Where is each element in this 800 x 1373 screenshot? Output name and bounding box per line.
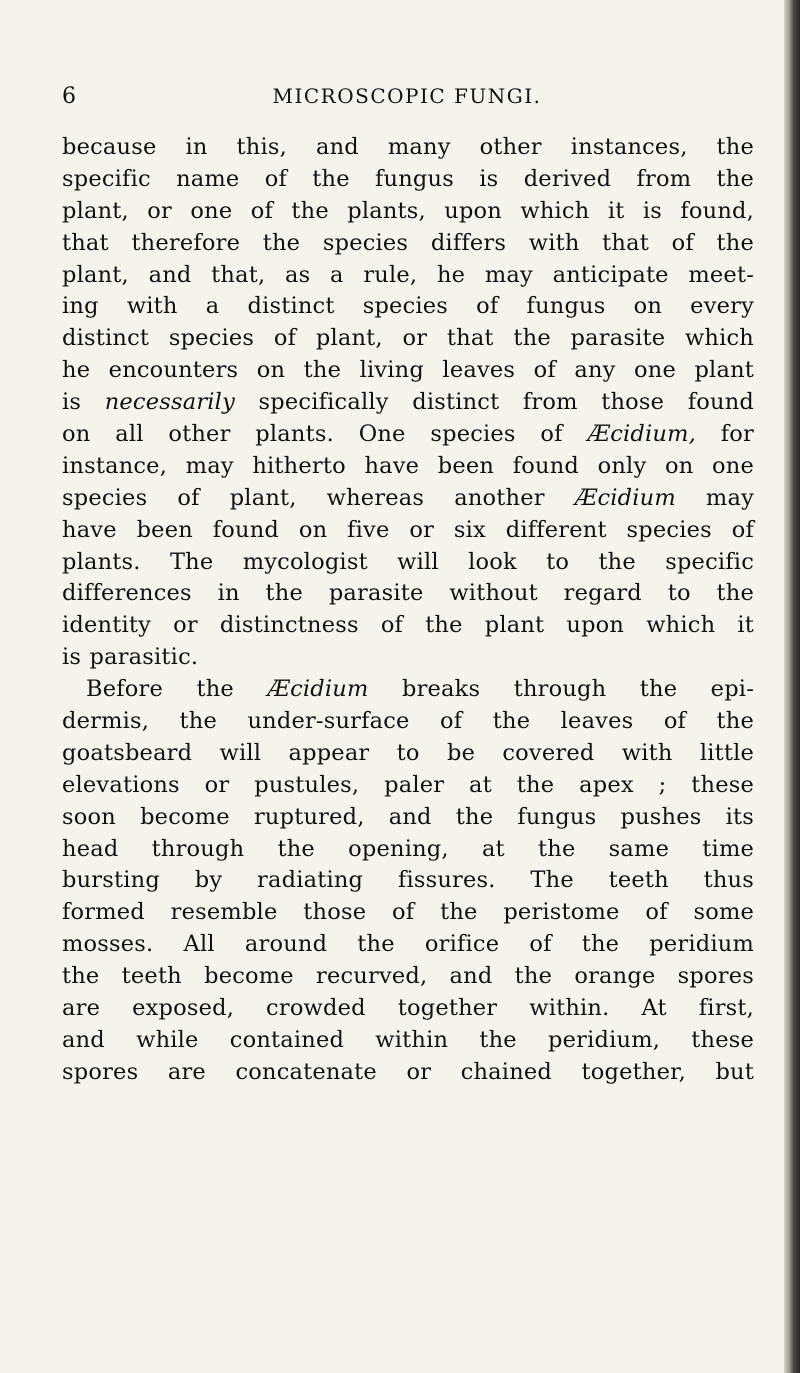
text-line: specific name of the fungus is derived from the — [62, 165, 754, 192]
italic-word: necessarily — [104, 389, 235, 416]
text-line-paragraph-end: is parasitic. — [62, 644, 199, 671]
text-line: plants. The mycologist will look to the specific — [62, 548, 754, 575]
text-line: head through the opening, at the same time — [62, 835, 754, 862]
text-line: that therefore the species differs with that of the — [62, 229, 754, 256]
italic-genus-name: Æcidium — [267, 676, 369, 703]
text-line: he encounters on the living leaves of any one plant — [62, 357, 754, 384]
text-line: goatsbeard will appear to be covered with little — [62, 739, 754, 766]
text-segment: breaks through the epi- — [368, 676, 754, 703]
text-line: dermis, the under-surface of the leaves of the — [62, 708, 754, 735]
text-line — [62, 387, 754, 419]
page-number: 6 — [62, 84, 77, 109]
page-gutter-shadow — [784, 0, 800, 1373]
text-line: instance, may hitherto have been found only on one — [62, 452, 754, 479]
text-segment: is — [62, 389, 105, 416]
text-line — [62, 483, 754, 515]
text-line: elevations or pustules, paler at the apex ; these — [62, 771, 754, 798]
text-line: identity or distinctness of the plant upon which it — [62, 612, 754, 639]
running-head: MICROSCOPIC FUNGI. — [272, 84, 542, 108]
text-segment: Before the — [86, 676, 268, 703]
text-segment: for — [695, 421, 754, 448]
text-line: bursting by radiating fissures. The teeth thus — [62, 867, 754, 894]
text-line: soon become ruptured, and the fungus pushes its — [62, 803, 754, 830]
text-segment: may — [675, 484, 754, 511]
text-line: have been found on five or six different species of — [62, 516, 754, 543]
text-line: distinct species of plant, or that the parasite which — [62, 325, 754, 352]
text-line: plant, or one of the plants, upon which it is found, — [62, 197, 754, 224]
text-line: are exposed, crowded together within. At first, — [62, 995, 754, 1022]
text-line-paragraph-start — [62, 674, 754, 706]
text-line: because in this, and many other instances, the — [62, 134, 754, 160]
text-segment: specifically distinct from those found — [235, 389, 754, 416]
body-text — [62, 132, 754, 1089]
page-header — [62, 84, 752, 114]
text-line: mosses. All around the orifice of the peridium — [62, 931, 754, 958]
text-line: plant, and that, as a rule, he may anticipate meet- — [62, 261, 754, 288]
italic-genus-name: Æcidium — [574, 484, 676, 511]
text-line: and while contained within the peridium, these — [62, 1026, 754, 1053]
text-line: ing with a distinct species of fungus on every — [62, 293, 754, 320]
text-line: the teeth become recurved, and the orange spores — [62, 963, 754, 990]
italic-genus-name: Æcidium, — [587, 421, 696, 448]
text-line — [62, 419, 754, 451]
text-segment: on all other plants. One species of — [62, 421, 588, 448]
text-segment: species of plant, whereas another — [62, 484, 575, 511]
text-line: differences in the parasite without regard to the — [62, 580, 754, 607]
text-line: spores are concatenate or chained together, but — [62, 1058, 754, 1085]
text-line: formed resemble those of the peristome of some — [62, 899, 754, 926]
